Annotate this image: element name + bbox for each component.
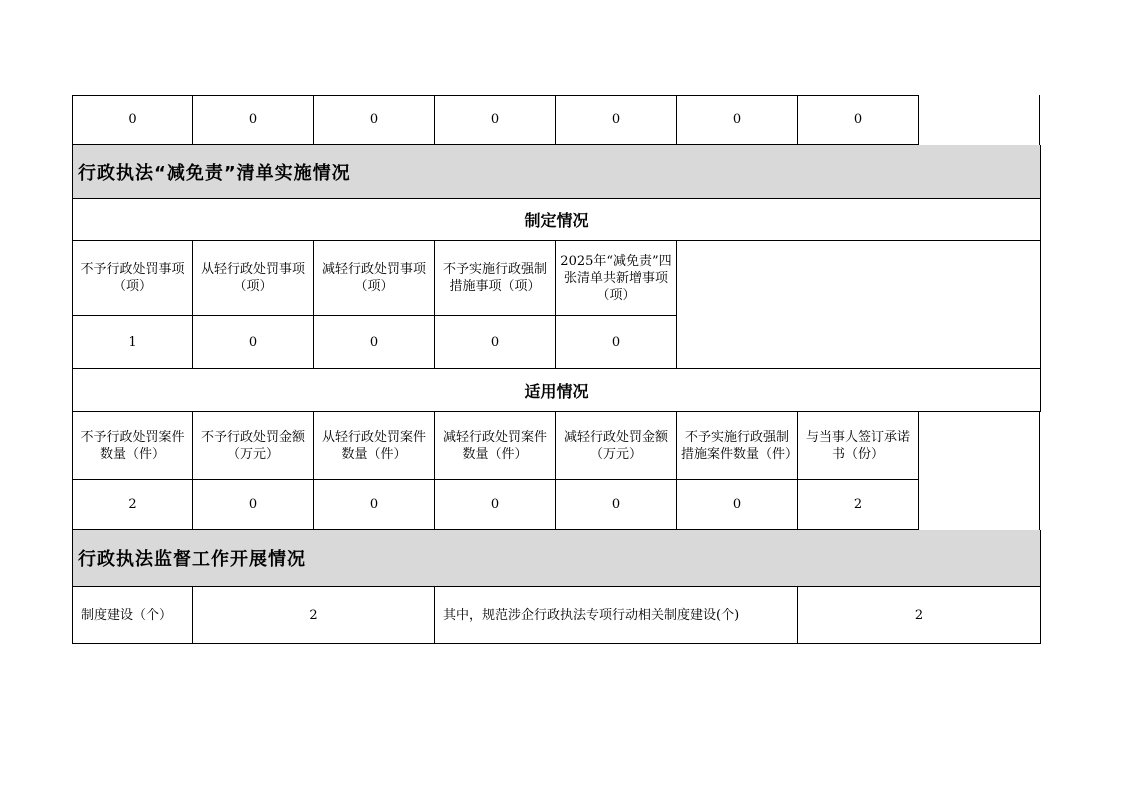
- subheader-formulation: 制定情况: [72, 199, 1041, 241]
- column-header: 2025年“减免责”四张清单共新增事项（项）: [556, 241, 677, 316]
- column-header: 不予行政处罚事项（项）: [72, 241, 193, 316]
- table-cell: 0: [314, 316, 435, 369]
- table-cell: 0: [72, 95, 193, 145]
- report-table: [72, 95, 1041, 644]
- column-header: 减轻行政处罚案件数量（件）: [435, 412, 556, 480]
- column-header: 不予行政处罚案件数量（件）: [72, 412, 193, 480]
- column-header: 减轻行政处罚事项（项）: [314, 241, 435, 316]
- special-action-label: 其中，规范涉企行政执法专项行动相关制度建设(个): [435, 587, 798, 644]
- right-border: [1039, 95, 1040, 145]
- column-header: 减轻行政处罚金额（万元）: [556, 412, 677, 480]
- subheader-application: 适用情况: [72, 369, 1041, 412]
- table-cell: 0: [677, 95, 798, 145]
- column-header: 从轻行政处罚案件数量（件）: [314, 412, 435, 480]
- column-header: 从轻行政处罚事项（项）: [193, 241, 314, 316]
- table-cell: 2: [72, 480, 193, 530]
- column-header: 不予实施行政强制措施事项（项）: [435, 241, 556, 316]
- table-cell: 0: [556, 316, 677, 369]
- table-cell: 2: [798, 480, 919, 530]
- table-cell: 0: [798, 95, 919, 145]
- column-header: 不予行政处罚金额（万元）: [193, 412, 314, 480]
- column-header: 不予实施行政强制措施案件数量（件）: [677, 412, 798, 480]
- table-cell: 0: [193, 316, 314, 369]
- column-header: 与当事人签订承诺书（份）: [798, 412, 919, 480]
- table-cell: 0: [314, 480, 435, 530]
- table-cell: 1: [72, 316, 193, 369]
- table-cell: 0: [435, 95, 556, 145]
- system-building-label: 制度建设（个）: [72, 587, 193, 644]
- empty-cell: [677, 241, 1041, 369]
- section-header-reduction: 行政执法“减免责”清单实施情况: [72, 145, 1041, 199]
- top-border: [72, 95, 919, 96]
- table-cell: 0: [435, 480, 556, 530]
- table-cell: 0: [556, 480, 677, 530]
- table-cell: 0: [435, 316, 556, 369]
- table-cell: 0: [677, 480, 798, 530]
- table-cell: 0: [193, 480, 314, 530]
- section-header-supervision: 行政执法监督工作开展情况: [72, 530, 1041, 587]
- table-cell: 0: [556, 95, 677, 145]
- right-border: [1039, 412, 1040, 530]
- special-action-value: 2: [798, 587, 1041, 644]
- system-building-value: 2: [193, 587, 435, 644]
- table-cell: 0: [193, 95, 314, 145]
- table-cell: 0: [314, 95, 435, 145]
